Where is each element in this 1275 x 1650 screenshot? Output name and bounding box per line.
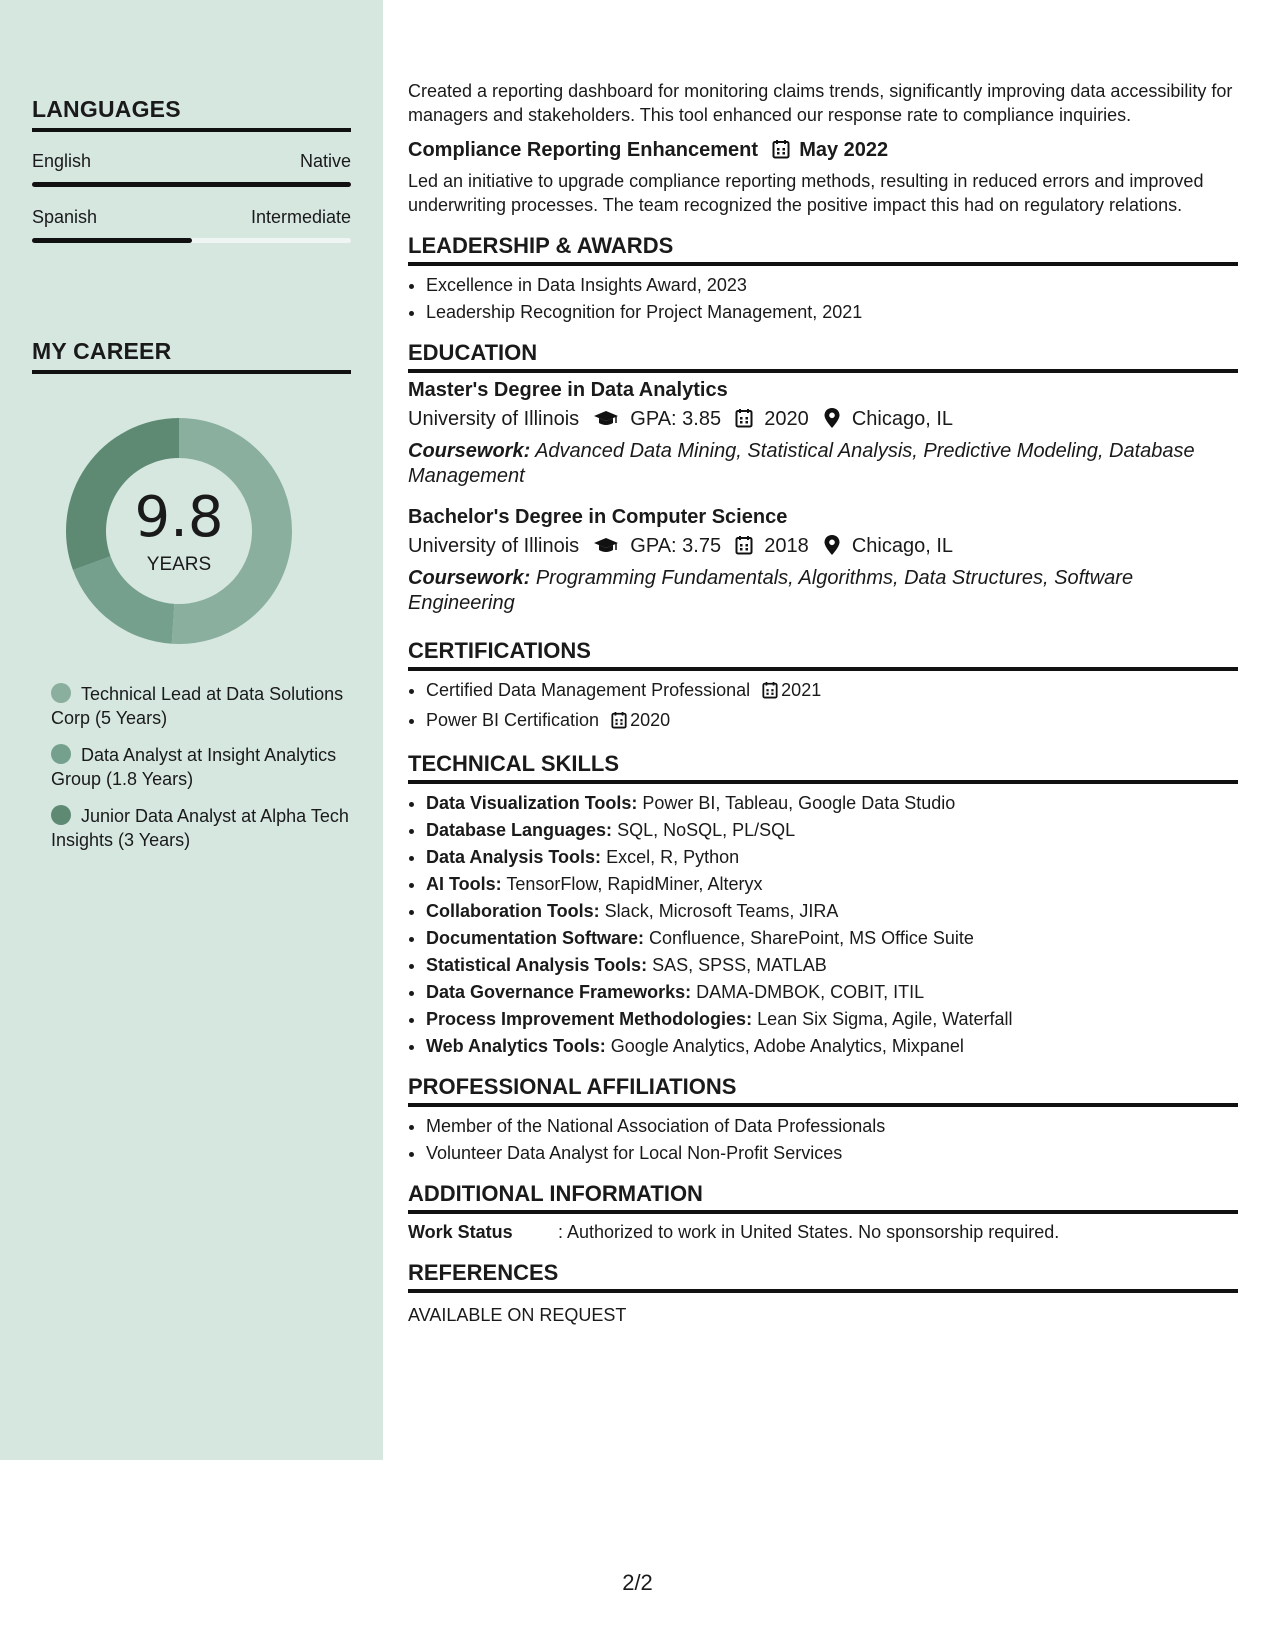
- affiliations-section: [408, 1074, 1238, 1167]
- skills-section: [408, 751, 1238, 1060]
- skill-label: Database Languages:: [426, 820, 613, 840]
- skill-label: Statistical Analysis Tools:: [426, 955, 648, 975]
- calendar-icon: [735, 408, 753, 435]
- calendar-icon: [772, 139, 790, 165]
- calendar-icon: [735, 535, 753, 562]
- coursework-label: Coursework:: [408, 440, 531, 462]
- additional-section: [408, 1181, 1238, 1244]
- coursework-label: Coursework:: [408, 567, 531, 589]
- grad-year: 2018: [764, 535, 809, 557]
- skill-label: Process Improvement Methodologies:: [426, 1009, 753, 1029]
- school-name: University of Illinois: [408, 408, 580, 430]
- page-number: 2/2: [622, 1570, 653, 1595]
- education-entry: [408, 506, 1238, 616]
- skill-value: Excel, R, Python: [606, 847, 740, 867]
- skill-label: AI Tools:: [426, 874, 502, 894]
- skill-value: Confluence, SharePoint, MS Office Suite: [649, 928, 974, 948]
- intro-paragraph: Created a reporting dashboard for monitoring claims trends, significantly improving data accessibility for managers and stakeholders. This tool enhanced our response rate to compliance inquiries.: [408, 81, 1233, 125]
- skill-label: Data Analysis Tools:: [426, 847, 602, 867]
- skill-value: Power BI, Tableau, Google Data Studio: [642, 793, 956, 813]
- grad-year: 2020: [764, 408, 809, 430]
- language-bar: [32, 182, 351, 187]
- work-status-value: : Authorized to work in United States. No sponsorship required.: [558, 1222, 1060, 1242]
- skill-value: DAMA-DMBOK, COBIT, ITIL: [696, 982, 925, 1002]
- list-item: [426, 677, 1238, 707]
- language-bar: [32, 238, 351, 243]
- education-section: [408, 340, 1238, 616]
- cert-year: 2021: [781, 680, 822, 700]
- language-bar-fill: [32, 238, 192, 243]
- coursework-text: Advanced Data Mining, Statistical Analysis, Predictive Modeling, Database Management: [408, 440, 1195, 487]
- languages-heading: LANGUAGES: [32, 96, 351, 132]
- calendar-icon: [762, 680, 778, 707]
- skill-label: Data Visualization Tools:: [426, 793, 638, 813]
- coursework: [408, 566, 1238, 616]
- gpa: GPA: 3.75: [630, 535, 722, 557]
- map-pin-icon: [824, 535, 840, 562]
- references-section: [408, 1260, 1238, 1327]
- education-entry: [408, 379, 1238, 489]
- skill-label: Documentation Software:: [426, 928, 645, 948]
- list-item: • Member of the National Association of Data Professionals: [426, 1113, 1238, 1140]
- sidebar: [0, 0, 383, 1460]
- career-donut-chart: [66, 418, 292, 644]
- skill-label: Data Governance Frameworks:: [426, 982, 692, 1002]
- leadership-heading: LEADERSHIP & AWARDS: [408, 233, 1238, 266]
- list-item: • Leadership Recognition for Project Management, 2021: [426, 299, 1238, 326]
- career-legend: [51, 682, 351, 865]
- school-name: University of Illinois: [408, 535, 580, 557]
- work-status-label: Work Status: [408, 1222, 513, 1242]
- skill-item: [426, 1006, 1238, 1033]
- skill-value: SQL, NoSQL, PL/SQL: [617, 820, 796, 840]
- legend-item: [51, 804, 351, 852]
- coursework-text: Programming Fundamentals, Algorithms, Data Structures, Software Engineering: [408, 567, 1134, 614]
- legend-label: Junior Data Analyst at Alpha Tech Insights (3 Years): [51, 806, 349, 850]
- leadership-section: [408, 233, 1238, 326]
- list-item: [426, 707, 1238, 737]
- skill-label: Collaboration Tools:: [426, 901, 600, 921]
- language-level: Native: [299, 151, 351, 171]
- language-level: Intermediate: [250, 207, 351, 227]
- legend-dot: [51, 683, 71, 703]
- skill-value: Google Analytics, Adobe Analytics, Mixpanel: [610, 1036, 964, 1056]
- location: Chicago, IL: [851, 535, 954, 557]
- skill-item: [426, 844, 1238, 871]
- calendar-icon: [611, 710, 627, 737]
- project-description: Led an initiative to upgrade compliance reporting methods, resulting in reduced errors and improved underwriting processes. The team recognized the positive impact this had on regulatory relations.: [408, 171, 1204, 215]
- education-heading: EDUCATION: [408, 340, 1238, 373]
- skill-item: [426, 979, 1238, 1006]
- skill-item: [426, 817, 1238, 844]
- languages-section: [32, 96, 351, 243]
- cert-year: 2020: [630, 710, 671, 730]
- skill-item: [426, 1033, 1238, 1060]
- location: Chicago, IL: [851, 408, 954, 430]
- skill-value: SAS, SPSS, MATLAB: [652, 955, 827, 975]
- language-name: English: [32, 151, 92, 171]
- project-title: Compliance Reporting Enhancement: [408, 139, 759, 161]
- skill-item: [426, 898, 1238, 925]
- skill-item: [426, 925, 1238, 952]
- skill-item: [426, 952, 1238, 979]
- list-item: • Volunteer Data Analyst for Local Non-Profit Services: [426, 1140, 1238, 1167]
- cert-name: Certified Data Management Professional: [426, 680, 751, 700]
- project-date: May 2022: [799, 139, 889, 161]
- language-item: [32, 151, 351, 187]
- skill-value: Slack, Microsoft Teams, JIRA: [604, 901, 839, 921]
- degree-title: Master's Degree in Data Analytics: [408, 379, 728, 401]
- gpa: GPA: 3.85: [630, 408, 722, 430]
- career-total-unit: YEARS: [146, 554, 212, 575]
- skill-item: [426, 790, 1238, 817]
- graduation-cap-icon: [593, 409, 619, 435]
- references-heading: REFERENCES: [408, 1260, 1238, 1293]
- coursework: [408, 439, 1238, 489]
- list-item: • Excellence in Data Insights Award, 2023: [426, 272, 1238, 299]
- language-item: [32, 207, 351, 243]
- degree-title: Bachelor's Degree in Computer Science: [408, 506, 788, 528]
- skill-value: Lean Six Sigma, Agile, Waterfall: [757, 1009, 1013, 1029]
- project-entry: [408, 139, 1238, 217]
- legend-label: Data Analyst at Insight Analytics Group (1.8 Years): [51, 745, 337, 789]
- skill-item: [426, 871, 1238, 898]
- legend-label: Technical Lead at Data Solutions Corp (5 Years): [51, 684, 344, 728]
- language-name: Spanish: [32, 207, 98, 227]
- career-total-value: 9.8: [134, 485, 224, 550]
- legend-dot: [51, 805, 71, 825]
- main-content: [408, 0, 1238, 1327]
- legend-dot: [51, 744, 71, 764]
- certifications-heading: CERTIFICATIONS: [408, 638, 1238, 671]
- map-pin-icon: [824, 408, 840, 435]
- language-bar-fill: [32, 182, 351, 187]
- career-section: [32, 338, 351, 374]
- affiliations-heading: PROFESSIONAL AFFILIATIONS: [408, 1074, 1238, 1107]
- graduation-cap-icon: [593, 536, 619, 562]
- legend-item: [51, 743, 351, 791]
- additional-heading: ADDITIONAL INFORMATION: [408, 1181, 1238, 1214]
- skills-heading: TECHNICAL SKILLS: [408, 751, 1238, 784]
- certifications-section: [408, 638, 1238, 737]
- legend-item: [51, 682, 351, 730]
- cert-name: Power BI Certification: [426, 710, 600, 730]
- skill-value: TensorFlow, RapidMiner, Alteryx: [506, 874, 763, 894]
- career-heading: MY CAREER: [32, 338, 351, 374]
- skill-label: Web Analytics Tools:: [426, 1036, 606, 1056]
- donut-center: [66, 418, 292, 644]
- references-text: AVAILABLE ON REQUEST: [408, 1305, 627, 1325]
